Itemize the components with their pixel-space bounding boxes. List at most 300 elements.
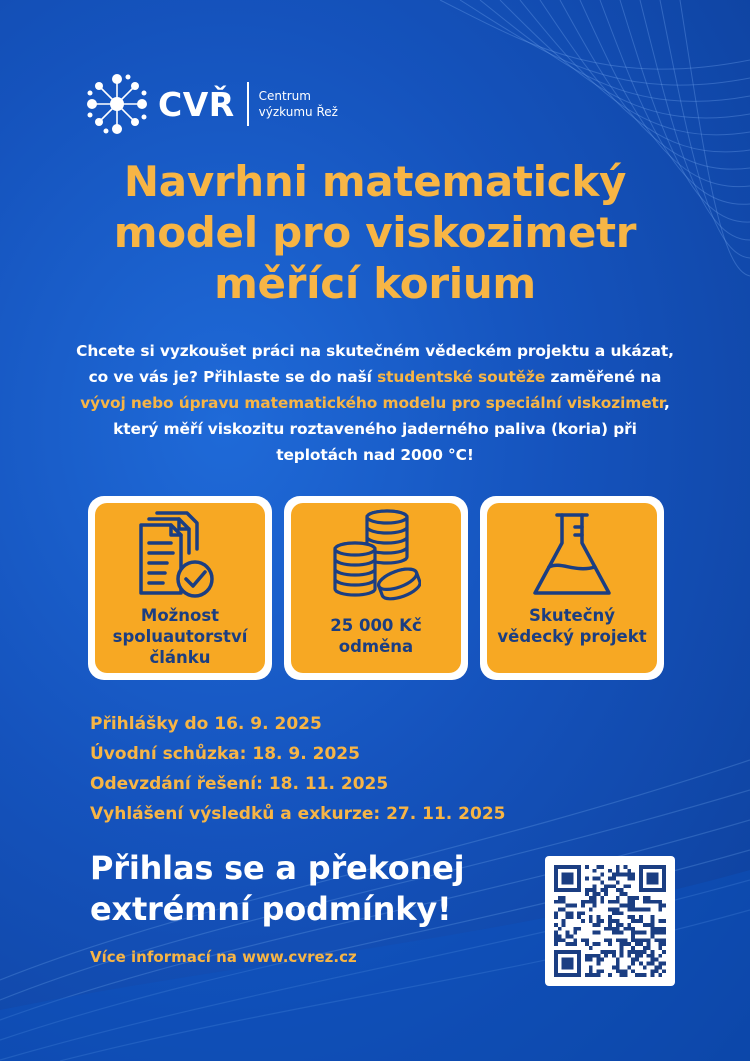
qr-module [658, 900, 662, 904]
qr-module [635, 896, 639, 900]
date-applications: Přihlášky do 16. 9. 2025 [90, 714, 322, 734]
qr-module [647, 938, 651, 942]
qr-module [635, 942, 639, 946]
qr-module [616, 873, 620, 877]
qr-module [658, 919, 662, 923]
qr-module [573, 904, 577, 908]
qr-module [554, 950, 558, 954]
qr-module [651, 915, 655, 919]
qr-module [631, 877, 635, 881]
qr-module [585, 973, 589, 977]
qr-module [554, 888, 558, 892]
qr-module [658, 973, 662, 977]
qr-module [631, 927, 635, 931]
qr-module [627, 907, 631, 911]
qr-module [596, 877, 600, 881]
qr-module [593, 904, 597, 908]
qr-module [562, 877, 566, 881]
qr-module [616, 965, 620, 969]
qr-module [573, 973, 577, 977]
qr-module [596, 931, 600, 935]
qr-module [569, 962, 573, 966]
qr-module [639, 884, 643, 888]
qr-module [596, 915, 600, 919]
qr-module [654, 931, 658, 935]
qr-module [566, 931, 570, 935]
qr-module [651, 919, 655, 923]
qr-module [631, 946, 635, 950]
qr-module [573, 927, 577, 931]
qr-module [600, 888, 604, 892]
headline [0, 156, 750, 309]
qr-module [662, 888, 666, 892]
qr-module [643, 973, 647, 977]
qr-module [585, 877, 589, 881]
qr-module [600, 919, 604, 923]
qr-module [639, 865, 643, 869]
qr-module [662, 950, 666, 954]
qr-module [577, 969, 581, 973]
qr-module [577, 965, 581, 969]
qr-module [627, 877, 631, 881]
qr-module [662, 880, 666, 884]
qr-module [612, 927, 616, 931]
qr-module [612, 954, 616, 958]
qr-module [558, 938, 562, 942]
qr-module [593, 884, 597, 888]
qr-module [566, 873, 570, 877]
qr-module [562, 938, 566, 942]
qr-module [631, 931, 635, 935]
qr-module [604, 927, 608, 931]
qr-module [569, 911, 573, 915]
qr-module [554, 911, 558, 915]
qr-module [635, 973, 639, 977]
qr-module [577, 869, 581, 873]
qr-module [589, 973, 593, 977]
qr-module [569, 950, 573, 954]
qr-module [635, 954, 639, 958]
qr-module [662, 938, 666, 942]
qr-code-icon [554, 865, 666, 977]
qr-module [562, 962, 566, 966]
qr-module [558, 900, 562, 904]
qr-module [624, 904, 628, 908]
qr-module [569, 873, 573, 877]
qr-module [639, 919, 643, 923]
qr-module [647, 907, 651, 911]
qr-module [612, 877, 616, 881]
qr-module [616, 923, 620, 927]
qr-module [577, 915, 581, 919]
qr-module [658, 927, 662, 931]
date-submission: Odevzdání řešení: 18. 11. 2025 [90, 774, 389, 794]
qr-module [616, 896, 620, 900]
qr-module [658, 904, 662, 908]
qr-module [654, 969, 658, 973]
qr-module [658, 954, 662, 958]
qr-module [554, 923, 558, 927]
qr-module [569, 904, 573, 908]
qr-module [639, 942, 643, 946]
qr-module [562, 907, 566, 911]
coins-icon [331, 509, 421, 601]
qr-module [624, 973, 628, 977]
qr-module [627, 954, 631, 958]
qr-module [577, 873, 581, 877]
qr-module [566, 958, 570, 962]
qr-module [589, 965, 593, 969]
qr-module [643, 965, 647, 969]
call-to-action [90, 848, 464, 930]
qr-module [596, 969, 600, 973]
qr-module [562, 888, 566, 892]
qr-module [558, 907, 562, 911]
qr-module [651, 923, 655, 927]
qr-module [593, 888, 597, 892]
benefit-card-project [480, 496, 664, 680]
qr-module [593, 931, 597, 935]
qr-module [647, 946, 651, 950]
qr-module [593, 942, 597, 946]
qr-module [627, 942, 631, 946]
qr-module [600, 958, 604, 962]
qr-module [635, 919, 639, 923]
benefit-label: Skutečný vědecký projekt [497, 606, 647, 646]
qr-module [562, 900, 566, 904]
qr-module [631, 919, 635, 923]
intro-text-2: zaměřené na [545, 368, 662, 386]
qr-module [643, 888, 647, 892]
intro-text-1: Chcete si vyzkoušet práci na skutečném vědeckém projektu a ukázat, co ve vás je? Přihlaste se do naší [76, 342, 674, 386]
qr-module [647, 873, 651, 877]
qr-module [627, 927, 631, 931]
qr-module [554, 954, 558, 958]
qr-module [566, 942, 570, 946]
qr-module [651, 865, 655, 869]
qr-module [620, 904, 624, 908]
qr-module [585, 865, 589, 869]
qr-module [612, 919, 616, 923]
qr-module [554, 958, 558, 962]
qr-module [554, 935, 558, 939]
qr-module [585, 892, 589, 896]
qr-module [639, 931, 643, 935]
qr-module [627, 904, 631, 908]
qr-module [654, 880, 658, 884]
qr-module [631, 969, 635, 973]
qr-module [643, 938, 647, 942]
qr-module [593, 900, 597, 904]
document-check-icon [135, 509, 225, 601]
qr-module [562, 865, 566, 869]
qr-module [662, 942, 666, 946]
qr-module [608, 923, 612, 927]
qr-module [596, 892, 600, 896]
qr-module [554, 915, 558, 919]
qr-module [643, 931, 647, 935]
qr-module [624, 942, 628, 946]
qr-module [662, 884, 666, 888]
qr-module [589, 969, 593, 973]
qr-module [627, 873, 631, 877]
qr-module [620, 923, 624, 927]
qr-module [647, 865, 651, 869]
qr-module [573, 950, 577, 954]
qr-module [569, 877, 573, 881]
qr-module [658, 962, 662, 966]
qr-module [620, 873, 624, 877]
qr-module [554, 931, 558, 935]
qr-module [554, 973, 558, 977]
qr-module [612, 931, 616, 935]
qr-module [651, 931, 655, 935]
qr-module [604, 884, 608, 888]
qr-module [631, 904, 635, 908]
qr-module [566, 915, 570, 919]
qr-module [608, 938, 612, 942]
headline-line1: Navrhni matematický [123, 157, 627, 206]
qr-module [616, 907, 620, 911]
qr-module [643, 923, 647, 927]
qr-module [639, 877, 643, 881]
qr-module [596, 962, 600, 966]
qr-module [616, 900, 620, 904]
qr-module [624, 884, 628, 888]
qr-module [647, 877, 651, 881]
qr-module [558, 865, 562, 869]
qr-module [589, 907, 593, 911]
qr-module [577, 888, 581, 892]
qr-module [569, 865, 573, 869]
qr-module [604, 954, 608, 958]
qr-module [569, 880, 573, 884]
qr-module [600, 900, 604, 904]
qr-module [577, 954, 581, 958]
qr-module [573, 931, 577, 935]
qr-module [643, 865, 647, 869]
qr-module [662, 931, 666, 935]
qr-module [589, 946, 593, 950]
qr-module [635, 931, 639, 935]
qr-module [585, 888, 589, 892]
qr-module [616, 958, 620, 962]
qr-module [608, 900, 612, 904]
qr-module [566, 904, 570, 908]
qr-module [639, 938, 643, 942]
qr-module [643, 950, 647, 954]
qr-module [654, 877, 658, 881]
qr-module [616, 865, 620, 869]
qr-module [554, 962, 558, 966]
qr-module [593, 954, 597, 958]
qr-module [627, 884, 631, 888]
qr-module [569, 958, 573, 962]
qr-module [654, 938, 658, 942]
qr-module [616, 880, 620, 884]
qr-module [608, 927, 612, 931]
qr-module [593, 877, 597, 881]
qr-module [654, 927, 658, 931]
qr-module [569, 915, 573, 919]
qr-module [643, 900, 647, 904]
qr-module [616, 969, 620, 973]
qr-module [566, 973, 570, 977]
qr-module [585, 938, 589, 942]
qr-module [608, 884, 612, 888]
qr-module [608, 869, 612, 873]
qr-module [593, 973, 597, 977]
qr-module [620, 969, 624, 973]
qr-module [554, 880, 558, 884]
qr-module [585, 900, 589, 904]
qr-module [631, 873, 635, 877]
qr-module [585, 958, 589, 962]
qr-module [604, 888, 608, 892]
qr-module [608, 942, 612, 946]
intro-highlight-competition: studentské soutěže [377, 368, 546, 386]
qr-module [639, 888, 643, 892]
qr-module [658, 938, 662, 942]
qr-module [558, 888, 562, 892]
qr-module [596, 865, 600, 869]
qr-code[interactable] [545, 856, 675, 986]
qr-module [651, 900, 655, 904]
qr-module [608, 907, 612, 911]
qr-module [624, 892, 628, 896]
qr-module [612, 873, 616, 877]
benefit-card-reward [284, 496, 468, 680]
qr-module [620, 938, 624, 942]
qr-module [577, 958, 581, 962]
qr-module [608, 950, 612, 954]
qr-module [616, 938, 620, 942]
qr-module [639, 973, 643, 977]
qr-module [620, 911, 624, 915]
qr-module [589, 900, 593, 904]
qr-module [631, 958, 635, 962]
qr-module [596, 923, 600, 927]
qr-module [612, 965, 616, 969]
more-info-link[interactable]: Více informací na www.cvrez.cz [90, 948, 357, 966]
qr-module [651, 927, 655, 931]
qr-module [593, 896, 597, 900]
qr-module [562, 923, 566, 927]
qr-module [639, 869, 643, 873]
qr-module [662, 865, 666, 869]
qr-module [589, 954, 593, 958]
qr-module [639, 907, 643, 911]
qr-module [620, 954, 624, 958]
qr-module [577, 865, 581, 869]
qr-module [573, 942, 577, 946]
qr-module [562, 950, 566, 954]
qr-module [596, 919, 600, 923]
qr-module [639, 880, 643, 884]
qr-module [624, 969, 628, 973]
qr-module [612, 884, 616, 888]
qr-module [566, 911, 570, 915]
qr-module [631, 962, 635, 966]
qr-module [569, 942, 573, 946]
qr-module [643, 896, 647, 900]
qr-module [639, 954, 643, 958]
qr-module [662, 877, 666, 881]
qr-module [554, 873, 558, 877]
qr-module [647, 880, 651, 884]
intro-paragraph [70, 338, 680, 468]
qr-module [577, 880, 581, 884]
qr-module [662, 927, 666, 931]
qr-module [585, 954, 589, 958]
qr-module [620, 931, 624, 935]
qr-module [651, 873, 655, 877]
qr-module [647, 942, 651, 946]
qr-module [581, 904, 585, 908]
qr-module [593, 869, 597, 873]
qr-module [604, 892, 608, 896]
qr-module [566, 888, 570, 892]
benefit-cards [88, 496, 664, 680]
qr-module [616, 919, 620, 923]
qr-module [631, 935, 635, 939]
intro-highlight-model: vývoj nebo úpravu matematického modelu pro speciální viskozimetr [80, 394, 665, 412]
qr-module [620, 888, 624, 892]
qr-module [616, 927, 620, 931]
qr-module [654, 900, 658, 904]
qr-module [581, 911, 585, 915]
qr-module [562, 919, 566, 923]
qr-module [662, 969, 666, 973]
benefit-label: 25 000 Kč odměna [330, 616, 422, 656]
qr-module [627, 915, 631, 919]
qr-module [658, 946, 662, 950]
qr-module [627, 869, 631, 873]
qr-module [651, 950, 655, 954]
headline-line3: měřící korium [214, 259, 536, 308]
qr-module [569, 935, 573, 939]
qr-module [635, 958, 639, 962]
date-kickoff-meeting: Úvodní schůzka: 18. 9. 2025 [90, 744, 360, 764]
qr-module [612, 900, 616, 904]
qr-module [581, 919, 585, 923]
qr-module [627, 965, 631, 969]
qr-module [577, 962, 581, 966]
qr-module [620, 946, 624, 950]
qr-module [558, 973, 562, 977]
qr-module [658, 931, 662, 935]
qr-module [643, 946, 647, 950]
benefit-label: Možnost spoluautorství článku [112, 606, 248, 667]
qr-module [566, 950, 570, 954]
qr-module [635, 907, 639, 911]
qr-module [554, 969, 558, 973]
qr-module [554, 877, 558, 881]
qr-module [639, 962, 643, 966]
qr-module [624, 865, 628, 869]
qr-module [589, 958, 593, 962]
qr-module [658, 888, 662, 892]
qr-module [620, 892, 624, 896]
qr-module [647, 923, 651, 927]
qr-module [616, 962, 620, 966]
intro-text-3: , který měří viskozitu roztaveného jaderného paliva (koria) při teplotách nad 2000 °C! [113, 394, 670, 464]
brand-name-line1: Centrum [258, 89, 311, 103]
qr-module [554, 938, 558, 942]
qr-module [566, 935, 570, 939]
qr-module [651, 962, 655, 966]
qr-module [612, 950, 616, 954]
